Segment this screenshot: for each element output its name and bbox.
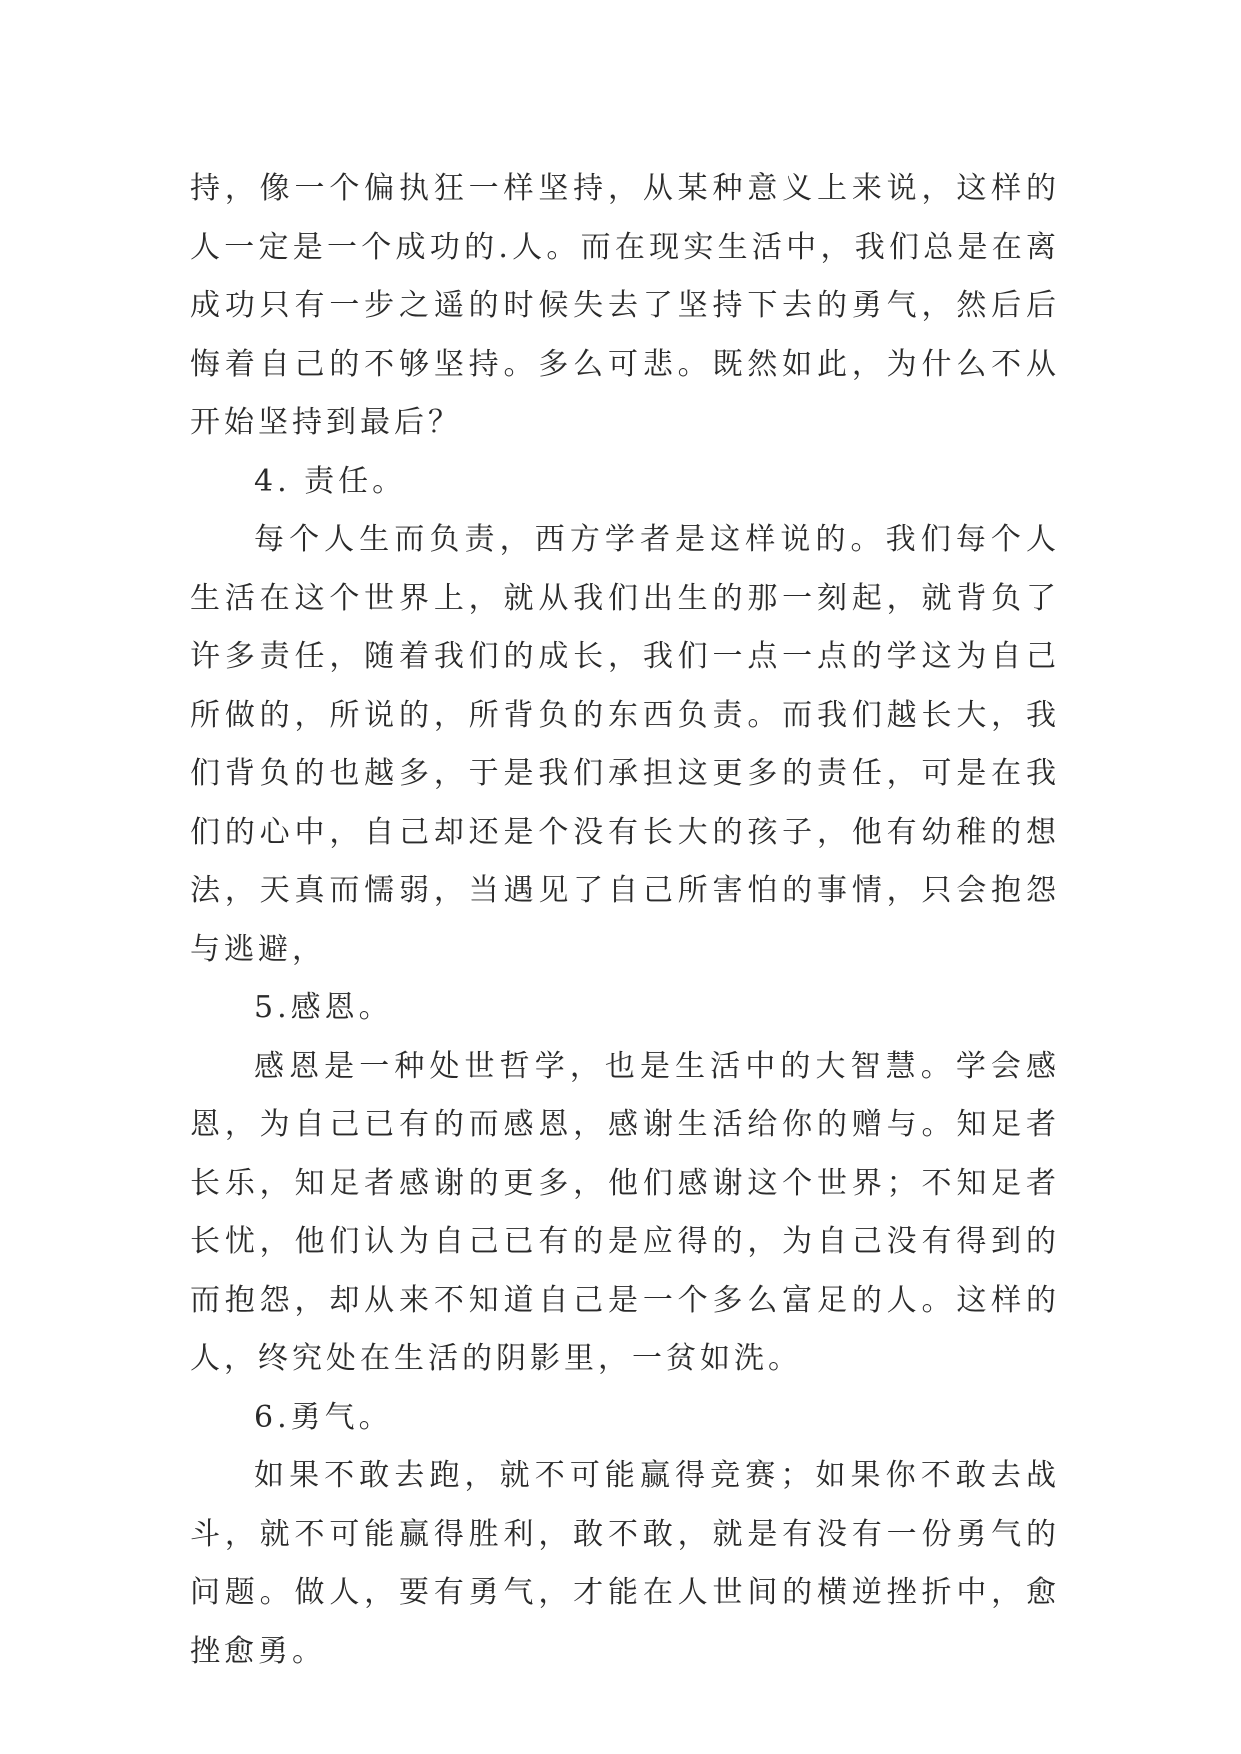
heading-responsibility: 4. 责任。	[254, 463, 407, 499]
heading-courage: 6.勇气。	[254, 1399, 393, 1435]
heading-gratitude: 5.感恩。	[254, 990, 393, 1025]
paragraph-gratitude: 感恩是一种处世哲学，也是生活中的大智慧。学会感恩，为自己已有的而感恩，感谢生活给你的赠与。知足者长乐，知足者感谢的更多，他们感谢这个世界；不知足者长忧，他们认为自己已有的是应得的，为自己没有得到的而抱怨，却从来不知道自己是一个多么富足的人。这样的人，终究处在生活的阴影里，一贫如洗。	[190, 1048, 1060, 1376]
document-body	[190, 160, 1060, 1681]
paragraph-continuation: 持，像一个偏执狂一样坚持，从某种意义上来说，这样的人一定是一个成功的.人。而在现实生活中，我们总是在离成功只有一步之遥的时候失去了坚持下去的勇气，然后后悔着自己的不够坚持。多么可悲。既然如此，为什么不从开始坚持到最后？	[190, 171, 1060, 440]
paragraph-courage: 如果不敢去跑，就不可能赢得竞赛；如果你不敢去战斗，就不可能赢得胜利，敢不敢，就是有没有一份勇气的问题。做人，要有勇气，才能在人世间的横逆挫折中，愈挫愈勇。	[190, 1458, 1060, 1669]
paragraph-responsibility: 每个人生而负责，西方学者是这样说的。我们每个人生活在这个世界上，就从我们出生的那一刻起，就背负了许多责任，随着我们的成长，我们一点一点的学这为自己所做的，所说的，所背负的东西负责。而我们越长大，我们背负的也越多，于是我们承担这更多的责任，可是在我们的心中，自己却还是个没有长大的孩子，他有幼稚的想法，天真而懦弱，当遇见了自己所害怕的事情，只会抱怨与逃避，	[190, 522, 1060, 967]
